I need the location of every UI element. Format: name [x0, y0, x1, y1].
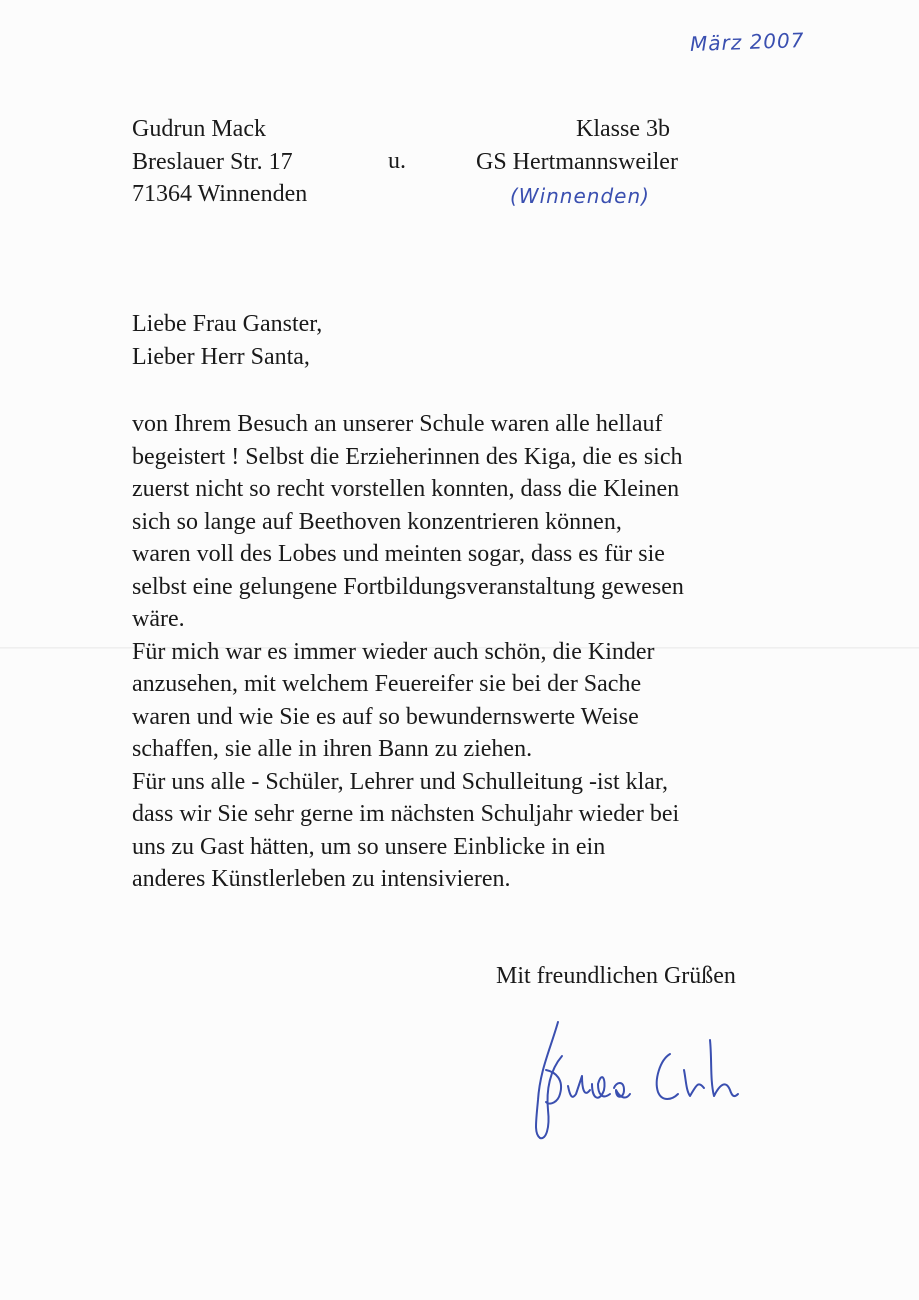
body-line: waren und wie Sie es auf so bewundernswerte Weise: [132, 703, 639, 730]
school-class: Klasse 3b: [576, 116, 670, 142]
closing: Mit freundlichen Grüßen: [496, 963, 736, 989]
body-line: anzusehen, mit welchem Feuereifer sie bei der Sache: [132, 671, 642, 697]
body-line: begeistert ! Selbst die Erzieherinnen des Kiga, die es sich: [132, 443, 683, 470]
sender-name: Gudrun Mack: [132, 116, 266, 142]
body-line: uns zu Gast hätten, um so unsere Einblicke in ein: [132, 833, 606, 860]
salutation-line: Lieber Herr Santa,: [132, 343, 310, 370]
handwritten-date: März 2007: [689, 28, 805, 56]
letter-body: [132, 408, 684, 896]
sender-address: [132, 113, 307, 211]
body-line: waren voll des Lobes und meinten sogar, dass es für sie: [132, 541, 665, 567]
salutation-line: Liebe Frau Ganster,: [132, 311, 323, 337]
body-line: Für uns alle - Schüler, Lehrer und Schulleitung -ist klar,: [132, 768, 668, 795]
signature: [520, 1010, 760, 1150]
body-line: sich so lange auf Beethoven konzentrieren können,: [132, 508, 622, 535]
address-connector: u.: [388, 148, 406, 174]
sender-street: Breslauer Str. 17: [132, 148, 293, 175]
body-line: selbst eine gelungene Fortbildungsveranstaltung gewesen: [132, 573, 684, 600]
body-line: schaffen, sie alle in ihren Bann zu ziehen.: [132, 736, 533, 762]
school-name: GS Hertmannsweiler: [476, 148, 678, 175]
body-line: dass wir Sie sehr gerne im nächsten Schuljahr wieder bei: [132, 801, 680, 827]
body-line: zuerst nicht so recht vorstellen konnten, dass die Kleinen: [132, 476, 680, 502]
sender-city: 71364 Winnenden: [132, 181, 308, 207]
body-line: anderes Künstlerleben zu intensivieren.: [132, 866, 511, 892]
body-line: Für mich war es immer wieder auch schön, die Kinder: [132, 638, 655, 665]
salutation: [132, 308, 322, 373]
school-address: [476, 113, 678, 178]
handwritten-city: (Winnenden): [510, 184, 650, 208]
body-line: wäre.: [132, 606, 185, 632]
body-line: von Ihrem Besuch an unserer Schule waren alle hellauf: [132, 411, 663, 437]
